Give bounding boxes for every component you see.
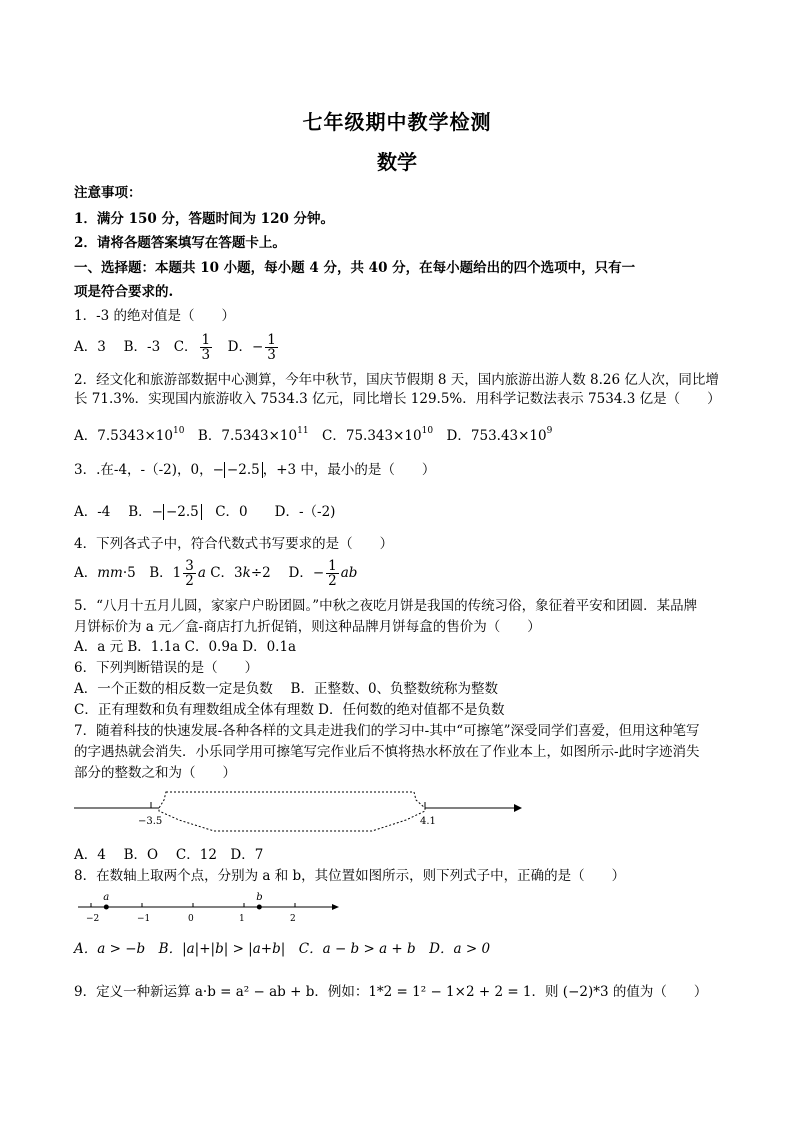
- q7-cup-stain-outline: [159, 792, 425, 831]
- q8-number-line-figure: [74, 890, 344, 924]
- q1-option-c-fraction: $\frac{1}{3}$: [201, 332, 211, 363]
- q2-option-a: A．7.5343×10: [74, 428, 173, 444]
- q8-option-b-expr: |a|+|b| > |a+b|: [182, 941, 286, 957]
- q1-option-ab: A．3 B．-3 C．: [74, 339, 198, 355]
- q8-tick-label: −2: [86, 914, 100, 924]
- notes-heading: 注意事项：: [74, 185, 142, 201]
- q4-option-d-fraction: $\frac{1}{2}$: [328, 558, 337, 589]
- q4-options: A．mm·5 B．1 $\frac{3}{2}$ a C．3k÷2 D．− $\frac{1}{2}$ ab: [74, 558, 358, 589]
- q1-option-d-fraction: $\frac{1}{3}$: [267, 332, 276, 363]
- q6-options-row-2: C．正有理数和负有理数组成全体有理数 D．任何数的绝对值都不是负数: [74, 702, 505, 718]
- q8-tick-label: 2: [290, 914, 296, 924]
- q3-options: A．-4 B．− −2.5 C．0 D．-（-2): [74, 504, 336, 520]
- q2-option-b-exp: 11: [297, 426, 309, 436]
- section-heading-1: 一、选择题：本题共 10 小题，每小题 4 分，共 40 分，在每小题给出的四个选项中，只有一: [74, 260, 636, 276]
- q3-abs-expr: −2.5: [224, 462, 263, 478]
- q2-option-c-exp: 10: [421, 426, 434, 436]
- q8-options: A．a > −b B．|a|+|b| > |a+b| C．a − b > a + b D．a > 0: [74, 941, 491, 957]
- q5-line-1: 5．“八月十五月儿圆，家家户户盼团圆。”中秋之夜吃月饼是我国的传统习俗，象征着平安和团圆．某品牌: [74, 598, 698, 614]
- q4-option-b-fraction: $\frac{3}{2}$: [185, 558, 194, 589]
- q2-option-c: C．75.343×10: [308, 428, 422, 444]
- q6-options-row-1: A．一个正数的相反数一定是负数 B．正整数、0、负整数统称为整数: [74, 681, 499, 697]
- q3-option-b-abs: −2.5: [163, 504, 202, 520]
- q1-option-d-prefix: D．−: [214, 339, 264, 355]
- note-1: 1．满分 150 分，答题时间为 120 分钟。: [74, 211, 335, 227]
- q3-stem: 3．.在-4，-（-2)，0，− −2.5 ，+3 中，最小的是（ ）: [74, 462, 436, 478]
- q5-options: A．a 元 B．1.1a C．0.9a D．0.1a: [74, 639, 297, 655]
- q4-stem: 4．下列各式子中，符合代数式书写要求的是（ ）: [74, 536, 394, 552]
- q8-point-label-a: a: [103, 892, 110, 903]
- page-title: 七年级期中教学检测: [302, 110, 492, 134]
- q8-arrowhead: [332, 904, 339, 910]
- q2-option-d: D．753.43×10: [433, 428, 547, 444]
- q8-tick-label: −1: [137, 914, 151, 924]
- q8-stem: 8．在数轴上取两个点，分别为 a 和 b，其位置如图所示，则下列式子中，正确的是（ ）: [74, 868, 626, 884]
- q2-options: [74, 422, 552, 445]
- q5-line-2: 月饼标价为 a 元／盒-商店打九折促销，则这种品牌月饼每盒的售价为（ ）: [74, 619, 541, 635]
- q7-arrowhead: [514, 804, 522, 812]
- q7-line-3: 部分的整数之和为（ ）: [74, 765, 236, 781]
- q2-option-a-exp: 10: [172, 426, 185, 436]
- q8-tick-label: 0: [188, 914, 194, 924]
- q8-tick-label: 1: [239, 914, 245, 924]
- note-2: 2．请将各题答案填写在答题卡上。: [74, 235, 286, 251]
- q2-line-1: 2．经文化和旅游部数据中心测算，今年中秋节，国庆节假期 8 天，国内旅游出游人数 8.26 亿人次，同比增: [74, 372, 719, 388]
- q2-option-b: B．7.5343×10: [184, 428, 298, 444]
- q8-point-label-b: b: [256, 892, 263, 903]
- q6-stem: 6．下列判断错误的是（ ）: [74, 660, 259, 676]
- q2-line-2: 长 71.3%．实现国内旅游收入 7534.3 亿元，同比增长 129.5%．用科学记数法表示 7534.3 亿是（ ）: [74, 391, 721, 407]
- q9-stem: 9．定义一种新运算 a·b = a² − ab + b．例如：1*2 = 1² − 1×2 + 2 = 1．则 (−2)*3 的值为（ ）: [74, 984, 708, 1000]
- q2-option-d-exp: 9: [546, 426, 553, 436]
- q7-options: A．4 B．O C．12 D．7: [74, 847, 264, 863]
- q1-stem: 1．-3 的绝对值是（ ）: [74, 308, 236, 324]
- q7-label-left: −3.5: [138, 816, 163, 827]
- subject-title: 数学: [377, 150, 417, 174]
- q7-line-1: 7．随着科技的快速发展-各种各样的文具走进我们的学习中-其中“可擦笔”深受同学们喜爱，但用这种笔写: [74, 723, 700, 739]
- q8-point-b: [257, 905, 262, 910]
- q1-options: [74, 330, 280, 364]
- q8-point-a: [104, 905, 109, 910]
- q7-number-line-figure: [74, 786, 524, 834]
- q7-label-right: 4.1: [420, 816, 436, 827]
- section-heading-2: 项是符合要求的.: [74, 284, 174, 300]
- q7-line-2: 的字遇热就会消失．小乐同学用可擦笔写完作业后不慎将热水杯放在了作业本上，如图所示-此时字迹消失: [74, 744, 700, 760]
